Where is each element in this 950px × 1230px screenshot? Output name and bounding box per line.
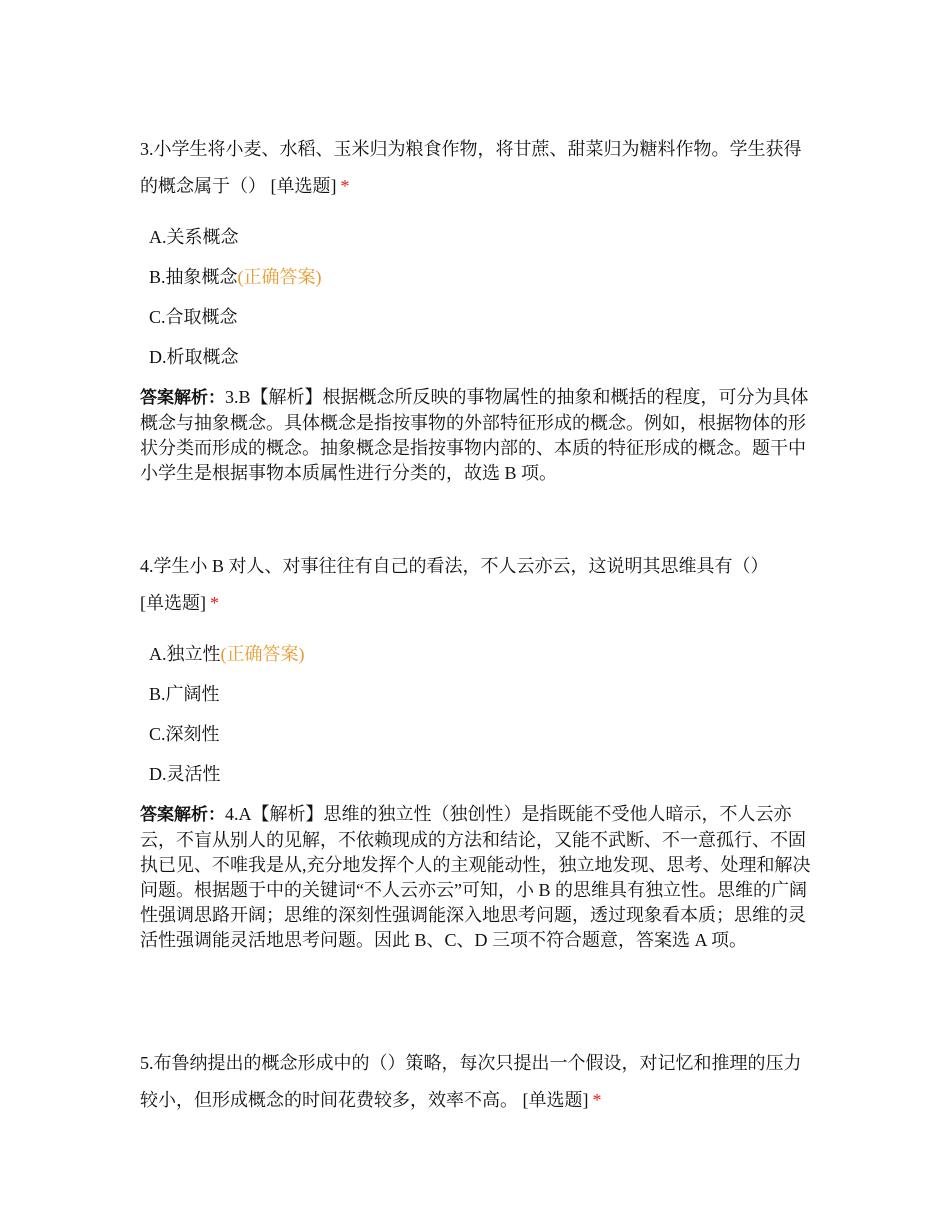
option-b[interactable] [149,257,812,297]
option-c[interactable] [149,297,812,337]
option-d[interactable] [149,754,812,794]
explanation-label: 答案解析： [140,805,225,825]
option-a[interactable] [149,634,812,674]
option-text: C.深刻性 [149,724,220,744]
answer-explanation [140,802,812,953]
question-5 [140,1045,812,1119]
explanation-text: 4.A【解析】思维的独立性（独创性）是指既能不受他人暗示，不人云亦云，不盲从别人的见解，不依赖现成的方法和结论，又能不武断、不一意孤行、不固执已见、不唯我是从,充分地发挥个人的主观能动性，独立地发现、思考、处理和解决问题。根据题于中的关键词“不人云亦云”可知，小 B 的思维具有独立性。思维的广阔性强调思路开阔；思维的深刻性强调能深入地思考问题，透过现象看本质；思维的灵活性强调能灵活地思考问题。因此 B、C、D 三项不符合题意，答案选 A 项。 [140,804,811,950]
required-mark: * [340,176,350,196]
question-type-label: [单选题] [522,1090,589,1110]
option-text: D.析取概念 [149,347,239,367]
option-d[interactable] [149,337,812,377]
question-type-label: [单选题] [270,176,337,196]
option-list [149,217,812,377]
option-text: A.关系概念 [149,227,239,247]
question-stem [140,548,812,622]
question-text: 5.布鲁纳提出的概念形成中的（）策略，每次只提出一个假设，对记忆和推理的压力较小，但形成概念的时间花费较多，效率不高。 [140,1053,802,1110]
option-c[interactable] [149,714,812,754]
question-stem [140,131,812,205]
option-text: B.抽象概念 [149,267,238,287]
question-text: 3.小学生将小麦、水稻、玉米归为粮食作物，将甘蔗、甜菜归为糖料作物。学生获得的概念属于（） [140,139,802,196]
question-text: 4.学生小 B 对人、对事往往有自己的看法，不人云亦云，这说明其思维具有（） [140,556,769,576]
required-mark: * [592,1090,602,1110]
question-3 [140,131,812,486]
option-a[interactable] [149,217,812,257]
option-b[interactable] [149,674,812,714]
question-4 [140,548,812,953]
answer-explanation [140,385,812,486]
correct-answer-tag: (正确答案) [237,267,322,287]
correct-answer-tag: (正确答案) [220,644,305,664]
explanation-label: 答案解析： [140,388,225,408]
option-list [149,634,812,794]
question-stem [140,1045,812,1119]
option-text: D.灵活性 [149,764,221,784]
option-text: A.独立性 [149,644,221,664]
required-mark: * [210,593,219,613]
option-text: B.广阔性 [149,684,220,704]
option-text: C.合取概念 [149,307,238,327]
question-type-label: [单选题] [140,593,206,613]
explanation-text: 3.B【解析】根据概念所反映的事物属性的抽象和概括的程度，可分为具体概念与抽象概念。具体概念是指按事物的外部特征形成的概念。例如，根据物体的形状分类而形成的概念。抽象概念是指按事物内部的、本质的特征形成的概念。题干中小学生是根据事物本质属性进行分类的，故选 B 项。 [140,387,809,483]
